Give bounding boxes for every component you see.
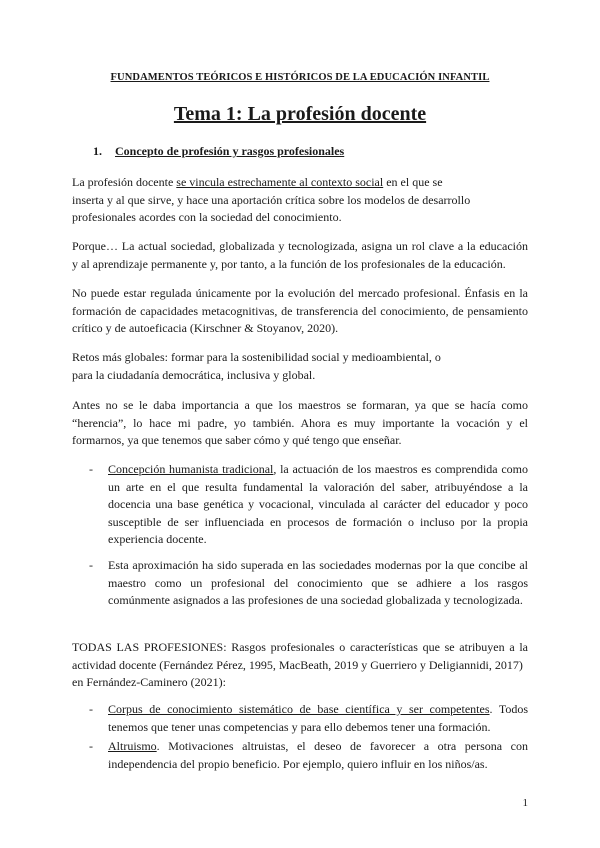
- underlined-phrase: Altruismo: [108, 739, 157, 753]
- page-number: 1: [522, 797, 528, 809]
- paragraph-line: y al aprendizaje permanente y, por tanto, a la función de los profesionales de la educación.: [72, 256, 506, 271]
- bullet-text: [108, 557, 528, 610]
- paragraph-line: profesionales acordes con la sociedad del conocimiento.: [72, 210, 342, 224]
- paragraph-line: Corpus de conocimiento sistemático de base científica y ser competentes. Todos: [108, 702, 528, 716]
- bullet-dash: -: [89, 702, 93, 716]
- paragraph-line: formación de capacidades metacognitivas, de transferencia del conocimiento, de pensamiento: [72, 303, 528, 318]
- topic-title: Tema 1: La profesión docente: [173, 103, 427, 125]
- paragraph-line: actividad docente (Fernández Pérez, 1995, MacBeath, 2019 y Guerriero y Deligiannidi, 2017): [72, 657, 523, 672]
- paragraph-line: Porque… La actual sociedad, globalizada y tecnologizada, asigna un rol clave a la educación: [72, 239, 528, 253]
- bullet-text: [108, 701, 528, 736]
- paragraph-line: susceptible de ser influenciada en procesos de formación o incluso por la propia: [108, 514, 528, 529]
- paragraph-line: independencia del propio beneficio. Por ejemplo, quiero influir en los niños/as.: [108, 756, 488, 771]
- underlined-phrase: Concepción humanista tradicional: [108, 462, 274, 476]
- paragraph-line: experiencia docente.: [108, 532, 207, 546]
- paragraph-line: para la ciudadanía democrática, inclusiva y global.: [72, 367, 316, 382]
- paragraph-line: crítico y de autoeficacia (Kirschner & Stoyanov, 2020).: [72, 321, 339, 335]
- paragraph-line: Retos más globales: formar para la sostenibilidad social y medioambiental, o: [72, 350, 441, 364]
- section-title: Concepto de profesión y rasgos profesionales: [115, 144, 345, 158]
- underlined-phrase: Corpus de conocimiento sistemático de base científica y ser competentes: [108, 702, 490, 716]
- course-title: FUNDAMENTOS TEÓRICOS E HISTÓRICOS DE LA EDUCACIÓN INFANTIL: [110, 72, 490, 83]
- paragraph-3: [72, 285, 528, 338]
- paragraph-5: [72, 397, 528, 450]
- paragraph-4: [72, 349, 528, 384]
- paragraph-line: docencia una base genética y vocacional, vinculada al carácter del educador y poco: [108, 497, 528, 511]
- paragraph-line: inserta y al que sirve, y hace una aportación crítica sobre los modelos de desarrollo: [72, 192, 471, 207]
- paragraph-line: Esta aproximación ha sido superada en las sociedades modernas por la que concibe al: [108, 558, 528, 572]
- paragraph-line: No puede estar regulada únicamente por la evolución del mercado profesional. Énfasis en la: [72, 286, 528, 300]
- bullet-text: [108, 738, 528, 773]
- bullet-dash: -: [89, 462, 93, 476]
- paragraph-line: Antes no se le daba importancia a que los maestros se formaran, ya que se hacía como: [72, 398, 528, 412]
- bullet-dash: -: [89, 739, 93, 753]
- bullet-dash: -: [89, 558, 93, 572]
- paragraph-2: [72, 238, 528, 273]
- section-heading: [93, 144, 344, 159]
- paragraph-6: [72, 639, 528, 692]
- paragraph-1: [72, 174, 528, 227]
- paragraph-line: en Fernández-Caminero (2021):: [72, 675, 226, 689]
- paragraph-line: TODAS LAS PROFESIONES: Rasgos profesionales o características que se atribuyen a la: [72, 640, 528, 654]
- underlined-phrase: se vincula estrechamente al contexto social: [176, 175, 384, 189]
- paragraph-line: Concepción humanista tradicional, la actuación de los maestros es comprendida como: [108, 462, 529, 476]
- section-number: 1.: [93, 144, 102, 158]
- bullet-text: [108, 461, 528, 549]
- paragraph-line: comúnmente asignados a las profesiones de una sociedad globalizada y tecnologizada.: [108, 593, 523, 607]
- paragraph-line: La profesión docente se vincula estrechamente al contexto social en el que se: [72, 175, 443, 189]
- paragraph-line: “herencia”, lo hace mi padre, yo también. Ahora es muy importante la vocación y el: [72, 415, 528, 430]
- paragraph-line: un arte en el que resulta fundamental la valoración del saber, atribuyéndose a la: [108, 479, 528, 494]
- paragraph-line: maestro como un profesional del conocimiento que se adhiere a los rasgos: [108, 575, 528, 590]
- paragraph-line: tenemos que tener unas competencias y para ello debemos tener una formación.: [108, 719, 491, 734]
- paragraph-line: formarnos, ya que tenemos que saber cómo y qué tengo que enseñar.: [72, 433, 402, 447]
- paragraph-line: Altruismo. Motivaciones altruistas, el deseo de favorecer a otra persona con: [108, 739, 528, 753]
